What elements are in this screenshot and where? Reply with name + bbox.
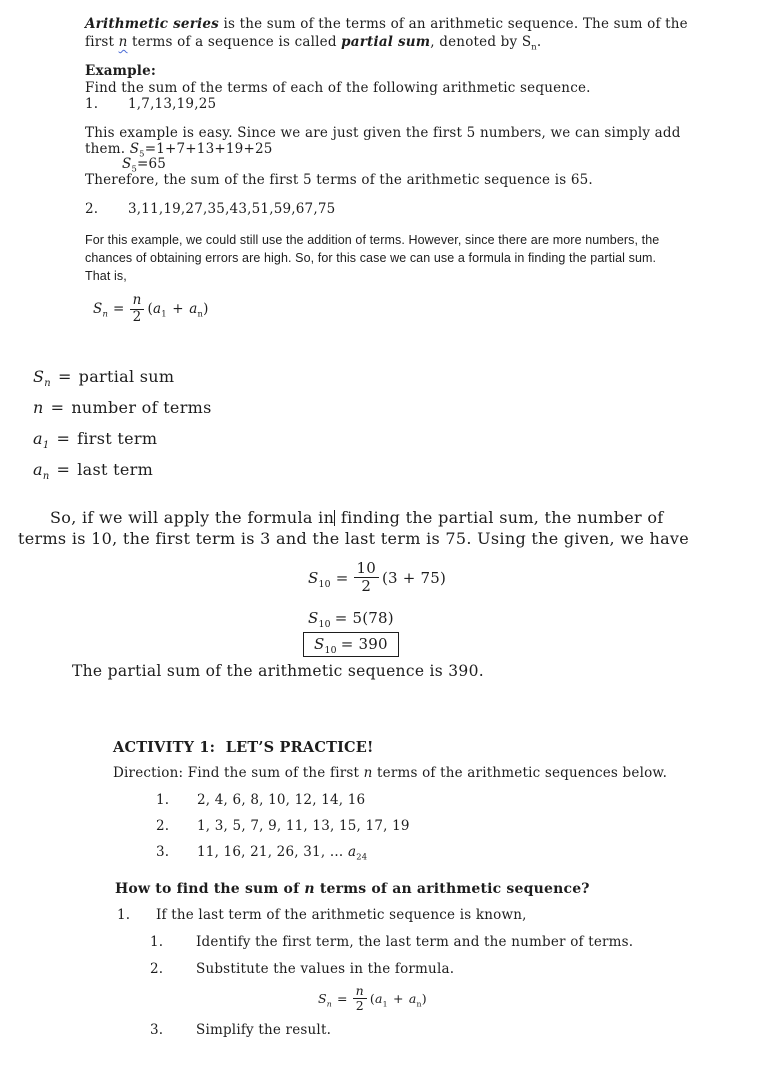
application-paragraph: So, if we will apply the formula in finding the partial sum, the number of terms is 10, the first term is 3 and the last term is 75. Using the given, we have [18, 508, 690, 548]
conclusion-text: The partial sum of the arithmetic sequence is 390. [72, 662, 484, 680]
activity-item-2 [156, 818, 410, 834]
solution-paragraph: This example is easy. Since we are just given the first 5 numbers, we can simply add them. $S_5=1+7+13+19+25$ $S_5=65$ Therefore, the sum of the first 5 terms of the arithmetic sequence is 65. [85, 125, 681, 188]
example-section [85, 63, 591, 113]
activity-item-1 [156, 792, 365, 808]
intro-bold-term: Arithmetic series [85, 16, 219, 32]
definition-row: $S_n$ = partial sum [33, 367, 175, 390]
definition-row: n = number of terms [33, 398, 212, 417]
example-prompt: Find the sum of the terms of each of the following arithmetic sequence. [85, 79, 591, 96]
example-item-1 [85, 96, 591, 113]
solution-step-2: $S_{10} = 5(78)$ [308, 609, 394, 630]
fraction: $\frac{n}{2}$ [353, 984, 367, 1014]
activity-title: ACTIVITY 1: LET’S PRACTICE! [113, 739, 374, 756]
list-number: 1. [156, 792, 170, 808]
list-number: 1. [150, 934, 164, 950]
list-number: 1. [117, 907, 131, 923]
solution-step-1: $S_{10}$ = $\frac{10}{2}$ (3 + 75) [308, 559, 447, 596]
definition-row: $a_n$ = last term [33, 460, 154, 483]
list-number: 2. [150, 961, 164, 977]
howto-substep-2: 2. Substitute the values in the formula. [150, 961, 455, 977]
intro-paragraph [85, 15, 688, 51]
list-number: 3. [150, 1022, 164, 1038]
intro-line-1: Arithmetic series is the sum of the terms of an arithmetic sequence. The sum of the [85, 16, 688, 32]
example-item-2 [85, 201, 335, 217]
fraction: $\frac{n}{2}$ [130, 293, 145, 325]
intro-bold-term-2: partial sum [341, 34, 431, 50]
intro-line-2: first n terms of a sequence is called partial sum, denoted by $S_n$. [85, 34, 542, 52]
sequence-values: 2, 4, 6, 8, 10, 12, 14, 16 [197, 792, 366, 808]
howto-title: How to find the sum of n terms of an arithmetic sequence? [115, 881, 590, 897]
howto-substep-3: 3. Simplify the result. [150, 1022, 332, 1038]
solution-final-answer: $S_{10} = 390$ [303, 632, 399, 657]
partial-sum-formula-repeat: $S_n$ = $\frac{n}{2}$ $(a_1 + a_n)$ [318, 983, 427, 1014]
example-heading: Example: [85, 63, 157, 79]
sequence-values: 3,11,19,27,35,43,51,59,67,75 [128, 201, 336, 217]
activity-item-3 [156, 844, 367, 860]
definitions-list [33, 367, 212, 491]
sequence-values: 11, 16, 21, 26, 31, … $a_{24}$ [197, 844, 368, 862]
list-number: 1. [85, 96, 99, 112]
partial-sum-formula: $S_n$ = $\frac{n}{2}$ $(a_1 + a_n)$ [93, 292, 209, 325]
definition-row: $a_1$ = first term [33, 429, 158, 452]
sequence-values: 1,7,13,19,25 [128, 96, 217, 112]
formula-intro-paragraph: For this example, we could still use the addition of terms. However, since there are more numbers, the chances of obtaining errors are high. So, for this case we can use a formula in finding the partial sum. That is, [85, 233, 660, 283]
list-number: 2. [85, 201, 99, 217]
howto-substep-1: 1. Identify the first term, the last term and the number of terms. [150, 934, 634, 950]
sequence-values: 1, 3, 5, 7, 9, 11, 13, 15, 17, 19 [197, 818, 410, 834]
grammar-flagged-word: n [118, 34, 128, 50]
howto-step-1: 1. If the last term of the arithmetic sequence is known, [117, 907, 527, 923]
fraction: $\frac{10}{2}$ [354, 560, 380, 596]
activity-direction: Direction: Find the sum of the first n terms of the arithmetic sequences below. [113, 765, 668, 781]
list-number: 2. [156, 818, 170, 834]
list-number: 3. [156, 844, 170, 860]
